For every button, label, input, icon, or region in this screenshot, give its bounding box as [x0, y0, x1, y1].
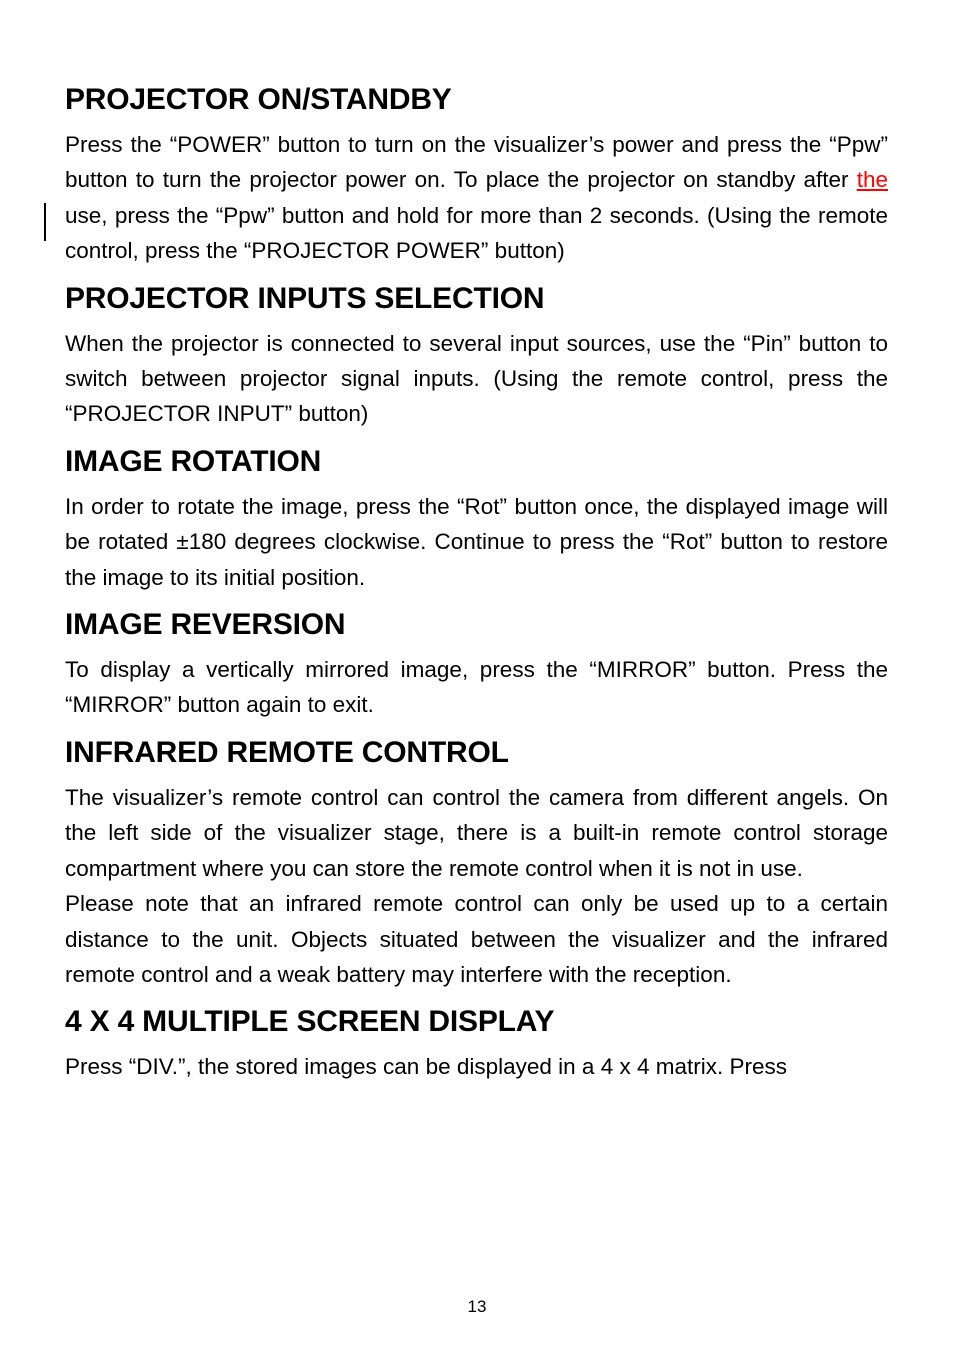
section-infrared-remote-control: [65, 734, 888, 992]
paragraph-text: use, press the “Ppw” button and hold for more than 2 seconds. (Using the remote control, press the “PROJECTOR POWER” button): [65, 202, 888, 264]
section-heading: PROJECTOR ON/STANDBY: [65, 83, 452, 116]
revised-text: the: [856, 167, 888, 193]
section-paragraph: Please note that an infrared remote control can only be used up to a certain distance to the unit. Objects situated between the visualizer and the infrared remote control and a weak battery may interfere with the reception.: [65, 891, 888, 987]
section-heading: INFRARED REMOTE CONTROL: [65, 735, 509, 769]
section-heading: PROJECTOR INPUTS SELECTION: [65, 281, 545, 315]
section-paragraph: [65, 127, 888, 269]
section-image-reversion: [65, 606, 888, 723]
revision-bar: [44, 203, 46, 241]
section-multiple-screen-display: [65, 1003, 888, 1084]
section-heading: IMAGE REVERSION: [65, 608, 346, 642]
section-heading: IMAGE ROTATION: [65, 444, 322, 478]
section-image-rotation: [65, 443, 888, 595]
section-paragraph: To display a vertically mirrored image, press the “MIRROR” button. Press the “MIRROR” button again to exit.: [65, 657, 888, 718]
page-number: 13: [467, 1297, 487, 1316]
section-paragraph: In order to rotate the image, press the “Rot” button once, the displayed image will be rotated ±180 degrees clockwise. Continue to press the “Rot” button to restore the image to its initial position.: [65, 493, 888, 590]
section-projector-inputs-selection: [65, 280, 888, 432]
section-projector-on-standby: [65, 81, 888, 269]
paragraph-text: Press the “POWER” button to turn on the visualizer’s power and press the “Ppw” button to turn the projector power on. To place the projector on standby after: [65, 132, 888, 193]
section-paragraph: The visualizer’s remote control can control the camera from different angels. On the left side of the visualizer stage, there is a built-in remote control storage compartment where you can store the remote control when it is not in use.: [65, 784, 888, 881]
section-heading: 4 X 4 MULTIPLE SCREEN DISPLAY: [65, 1005, 555, 1039]
section-paragraph: When the projector is connected to several input sources, use the “Pin” button to switch between projector signal inputs. (Using the remote control, press the “PROJECTOR INPUT” button): [65, 330, 888, 427]
document-page: [65, 81, 888, 1096]
section-paragraph: Press “DIV.”, the stored images can be displayed in a 4 x 4 matrix. Press: [65, 1054, 787, 1080]
